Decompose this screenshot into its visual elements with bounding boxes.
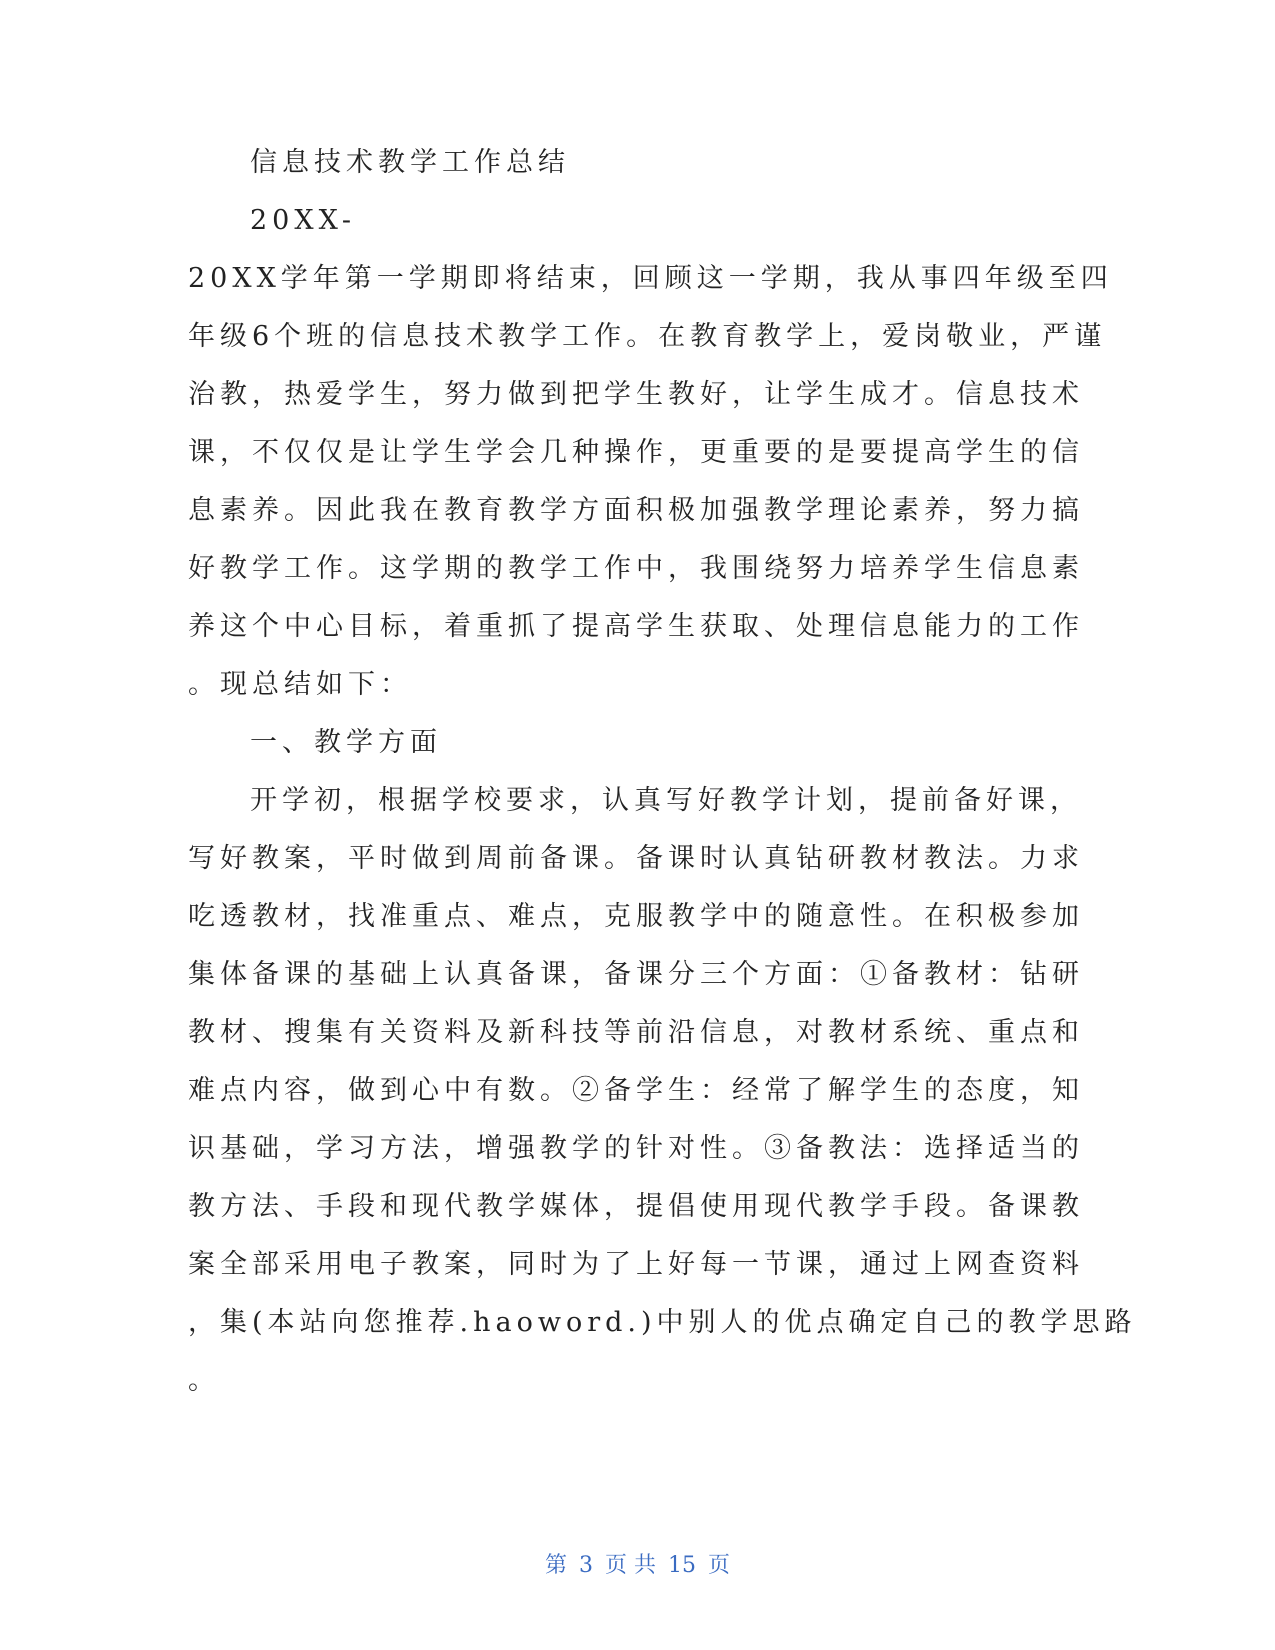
text-line: 案全部采用电子教案，同时为了上好每一节课，通过上网查资料 xyxy=(188,1249,1084,1280)
text-line: 集体备课的基础上认真备课，备课分三个方面：①备教材：钻研 xyxy=(188,959,1084,990)
text-line: 20XX学年第一学期即将结束，回顾这一学期，我从事四年级至四 xyxy=(188,263,1113,294)
section-heading: 一、教学方面 xyxy=(250,727,442,758)
text-line: 好教学工作。这学期的教学工作中，我围绕努力培养学生信息素 xyxy=(188,553,1084,584)
text-line: 吃透教材，找准重点、难点，克服教学中的随意性。在积极参加 xyxy=(188,901,1084,932)
text-line: 开学初，根据学校要求，认真写好教学计划，提前备好课， xyxy=(250,785,1082,816)
page-footer xyxy=(0,1548,1275,1579)
text-line: 20XX- xyxy=(250,205,356,236)
text-line: 治教，热爱学生，努力做到把学生教好，让学生成才。信息技术 xyxy=(188,379,1084,410)
text-line: 养这个中心目标，着重抓了提高学生获取、处理信息能力的工作 xyxy=(188,611,1084,642)
footer-suffix: 页 xyxy=(708,1553,731,1578)
footer-prefix: 第 xyxy=(544,1553,567,1578)
text-line: 。 xyxy=(188,1365,220,1396)
text-line: 教材、搜集有关资料及新科技等前沿信息，对教材系统、重点和 xyxy=(188,1017,1084,1048)
text-line: 息素养。因此我在教育教学方面积极加强教学理论素养，努力搞 xyxy=(188,495,1084,526)
text-line: 写好教案，平时做到周前备课。备课时认真钻研教材教法。力求 xyxy=(188,843,1084,874)
document-title: 信息技术教学工作总结 xyxy=(250,147,570,178)
total-pages-number: 15 xyxy=(668,1553,696,1578)
text-line: 年级6个班的信息技术教学工作。在教育教学上，爱岗敬业，严谨 xyxy=(188,321,1107,352)
text-line: 课，不仅仅是让学生学会几种操作，更重要的是要提高学生的信 xyxy=(188,437,1084,468)
text-line: 难点内容，做到心中有数。②备学生：经常了解学生的态度，知 xyxy=(188,1075,1084,1106)
current-page-number: 3 xyxy=(579,1553,593,1578)
text-line: 教方法、手段和现代教学媒体，提倡使用现代教学手段。备课教 xyxy=(188,1191,1084,1222)
text-line: 。现总结如下： xyxy=(188,669,412,700)
text-line: ，集(本站向您推荐.haoword.)中别人的优点确定自己的教学思路 xyxy=(188,1307,1137,1338)
text-line: 识基础，学习方法，增强教学的针对性。③备教法：选择适当的 xyxy=(188,1133,1084,1164)
footer-middle: 页 共 xyxy=(605,1553,656,1578)
